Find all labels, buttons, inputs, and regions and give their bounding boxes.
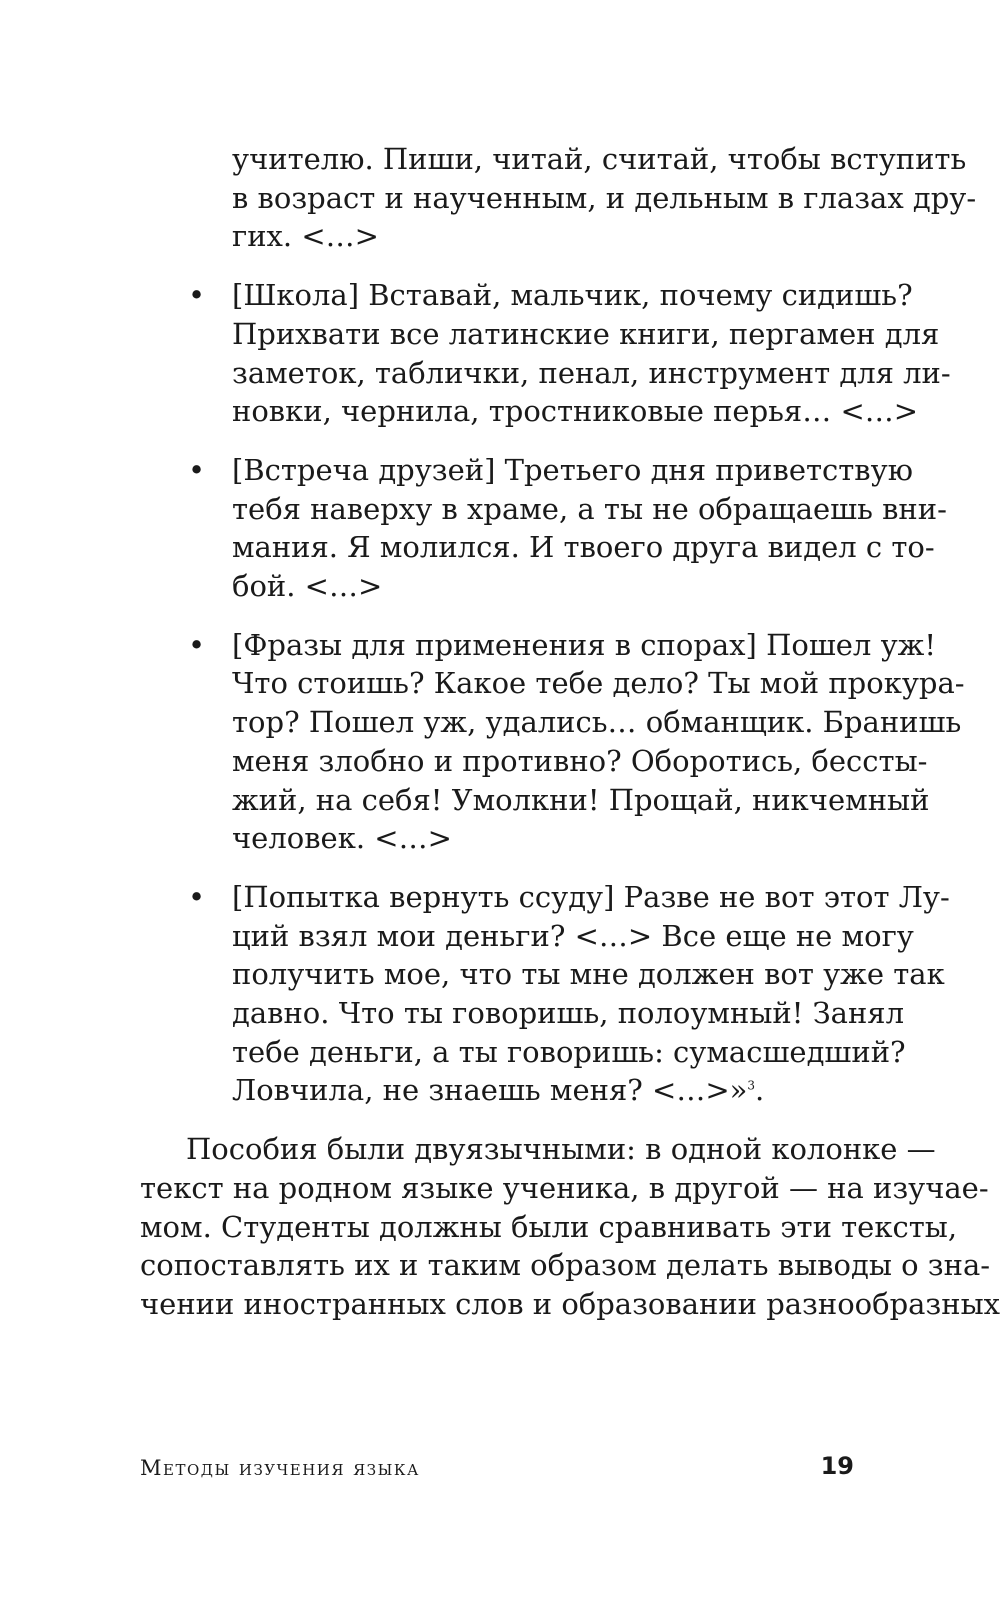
page-footer: [140, 1452, 854, 1488]
page-body: [140, 140, 1000, 1324]
text-line: Ловчила, не знаешь меня? <…>»: [232, 1073, 748, 1108]
text-line: текст на родном языке ученика, в другой — на изучае-: [140, 1170, 989, 1205]
running-title: Методы изучения языка: [140, 1456, 420, 1480]
text-line: учителю. Пиши, читай, считай, чтобы вступить: [232, 142, 967, 176]
bullet-item-dispute-phrases: [140, 626, 965, 858]
text-line: [Фразы для применения в спорах] Пошел уж!: [232, 627, 936, 662]
bullet-icon: •: [188, 452, 206, 487]
bullet-icon: •: [188, 879, 206, 914]
bullet-item-school: [140, 276, 951, 431]
text-line-with-footnote: [232, 1071, 854, 1110]
text-line: заметок, таблички, пенал, инструмент для ли-: [232, 355, 951, 390]
text-line: человек. <…>: [232, 821, 452, 856]
text-line: мом. Студенты должны были сравнивать эти тексты,: [140, 1209, 958, 1244]
text-line: чении иностранных слов и образовании разнообразных: [140, 1286, 1000, 1321]
line-end-punctuation: .: [755, 1073, 765, 1108]
text-line: жий, на себя! Умолкни! Прощай, никчемный: [232, 782, 930, 817]
bullet-item-friends-meeting: [140, 451, 947, 606]
text-line: [Школа] Вставай, мальчик, почему сидишь?: [232, 278, 913, 313]
bullet-item-loan-return: [140, 878, 950, 1110]
text-line: в возраст и наученным, и дельным в глазах дру-: [232, 180, 977, 215]
text-line: ций взял мои деньги? <…> Все еще не могу: [232, 918, 914, 953]
text-line: Пособия были двуязычными: в одной колонке —: [186, 1132, 936, 1167]
continuation-block: [140, 140, 977, 256]
text-line: меня злобно и противно? Оборотись, бессты-: [232, 743, 928, 778]
text-line: тор? Пошел уж, удались… обманщик. Бранишь: [232, 705, 962, 740]
text-line: новки, чернила, тростниковые перья… <…>: [232, 394, 919, 429]
text-line: бой. <…>: [232, 569, 383, 604]
text-line: тебе деньги, а ты говоришь: сумасшедший?: [232, 1034, 906, 1069]
text-line: Что стоишь? Какое тебе дело? Ты мой прокура-: [232, 666, 965, 701]
body-paragraph: [140, 1130, 1000, 1324]
text-line: [Встреча друзей] Третьего дня приветствую: [232, 452, 913, 487]
bullet-icon: •: [188, 627, 206, 662]
text-line: мания. Я молился. И твоего друга видел с то-: [232, 530, 935, 565]
footnote-reference[interactable]: 3: [747, 1078, 755, 1093]
text-line: получить мое, что ты мне должен вот уже так: [232, 957, 945, 992]
page-number: 19: [820, 1452, 854, 1480]
text-line: сопоставлять их и таким образом делать выводы о зна-: [140, 1248, 991, 1283]
text-line: тебя наверху в храме, а ты не обращаешь вни-: [232, 491, 947, 526]
text-line: Прихвати все латинские книги, пергамен для: [232, 316, 940, 351]
text-line: давно. Что ты говоришь, полоумный! Занял: [232, 996, 904, 1031]
bullet-icon: •: [188, 278, 206, 313]
text-line: гих. <…>: [232, 219, 379, 254]
text-line: [Попытка вернуть ссуду] Разве не вот этот Лу-: [232, 879, 950, 914]
